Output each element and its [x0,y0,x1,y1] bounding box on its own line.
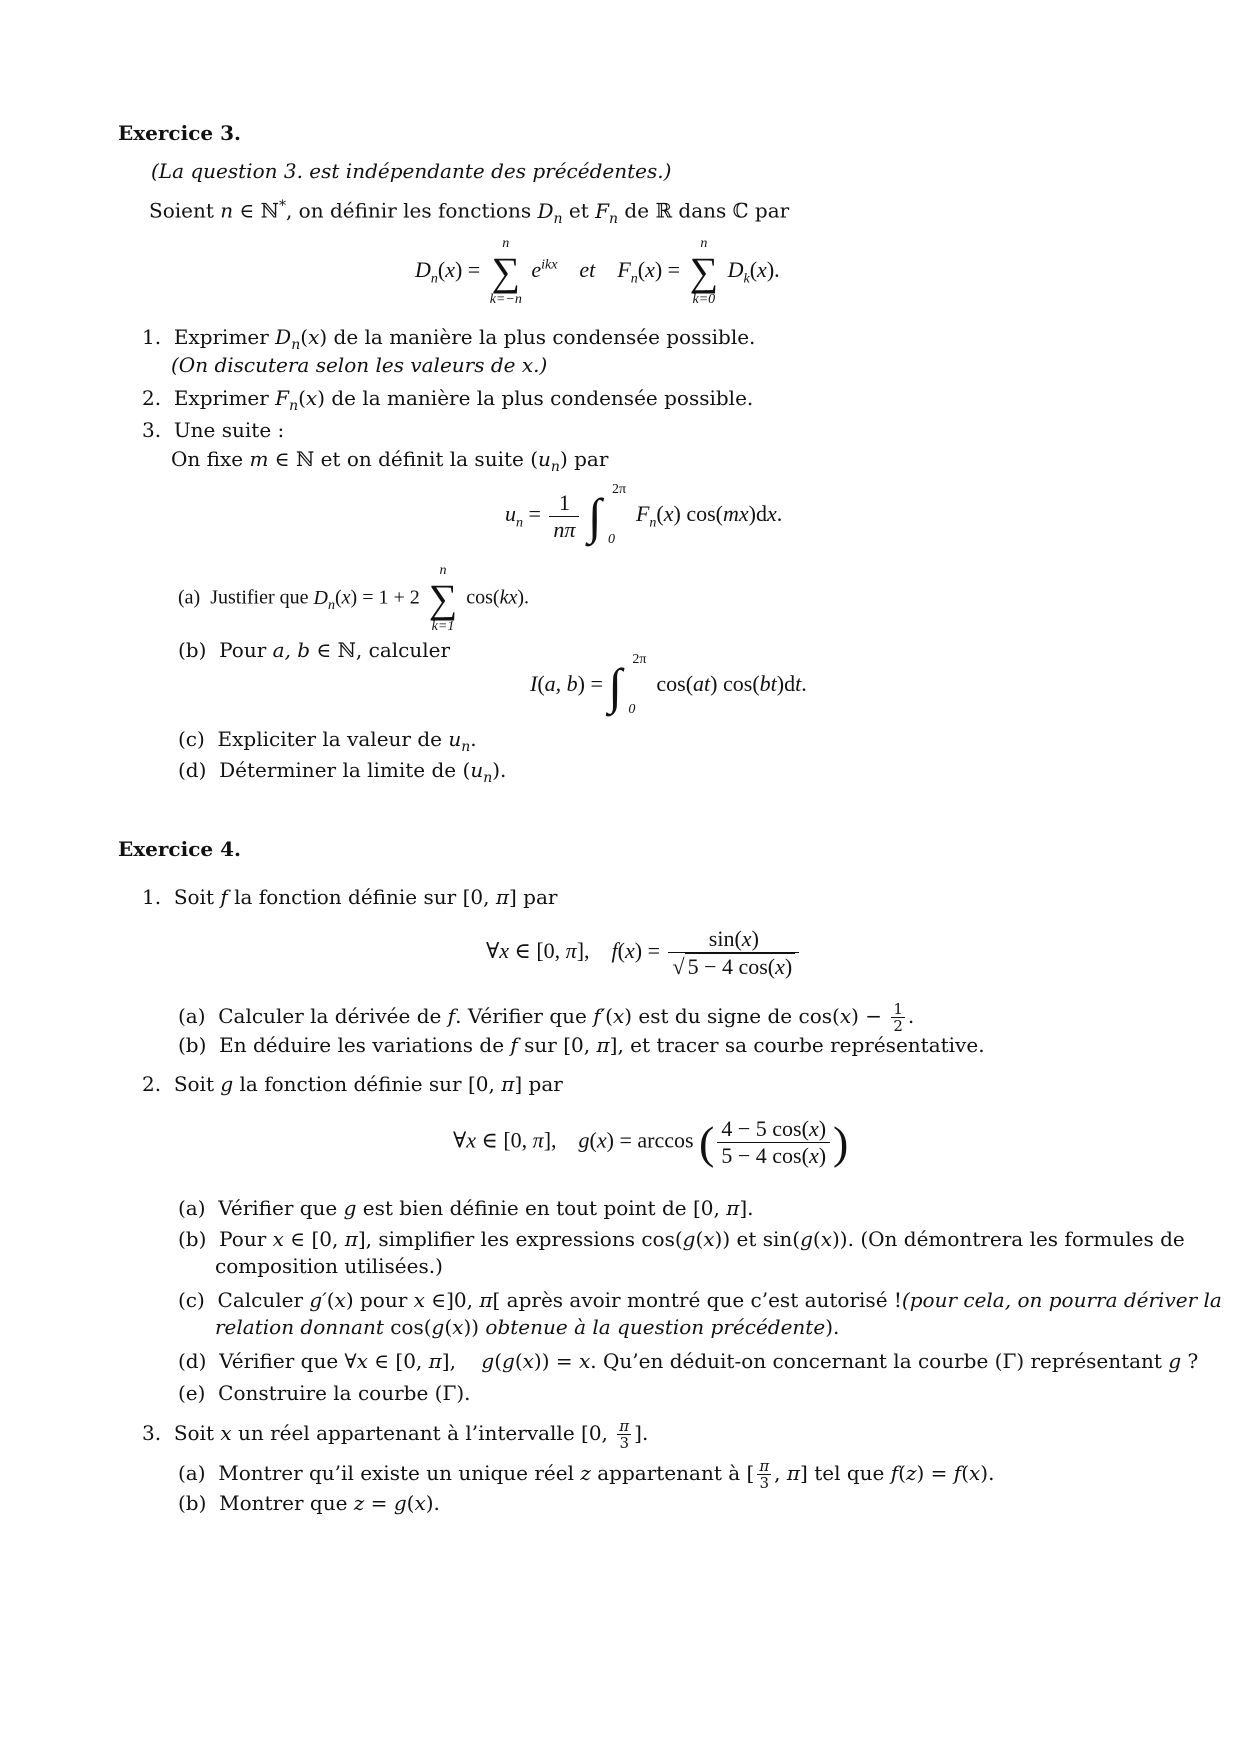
sum-symbol: n ∑ k=−n [489,236,522,307]
integral-symbol: ∫ 2π 0 [608,652,647,717]
ex4-question-2e: (e) Construire la courbe (Γ). [178,1381,471,1405]
ex3-question-1: 1. Exprimer $D_n(x)$ de la manière la plus condensée possible. [142,325,756,353]
fraction: $\frac{4 - 5 \cos(x)}{5 - 4 \cos(x)}$ [717,1116,830,1169]
ex3-question-3d: (d) Déterminer la limite de $(u_n)$. [178,758,507,786]
integral-symbol: ∫ 2π 0 [587,482,627,547]
fraction: $\frac{\pi}{3}$ [759,1457,770,1492]
ex4-question-1b: (b) En déduire les variations de f sur [0, π], et tracer sa courbe représentative. [178,1033,985,1057]
ex4-question-1a: (a) Calculer la dérivée de f. Vérifier que f′(x) est du signe de cos(x) − $\frac{1}{2}$ . [178,1000,915,1035]
ex3-question-2: 2. Exprimer $F_n(x)$ de la manière la plus condensée possible. [142,386,754,414]
equation-dn-fn: $D_n(x)$ = n ∑ k=−n $e^{ikx}$ et $F_n(x)$ = n ∑ k=0 $D_k(x)$. [415,236,780,307]
ex4-question-2b-cont: composition utilisées.) [215,1254,443,1278]
ex3-question-1-note: (On discutera selon les valeurs de x.) [171,353,548,377]
ex4-question-2b: (b) Pour x ∈ [0, π], simplifier les expressions cos(g(x)) et sin(g(x)). (On démontrera les formules de [178,1227,1185,1251]
equation-g: ∀x ∈ [0, π], g(x) = arccos ( $\frac{4 - 5 \cos(x)}{5 - 4 \cos(x)}$ ) [453,1116,849,1168]
ex4-question-2c-cont: relation donnant cos(g(x)) obtenue à la question précédente). [215,1315,840,1339]
ex4-question-3: 3. Soit x un réel appartenant à l’intervalle [0, $\frac{\pi}{3}$ ]. [142,1417,649,1452]
ex4-question-2c: (c) Calculer g′(x) pour x ∈]0, π[ après avoir montré que c’est autorisé !(pour cela, on pourra dériver la [178,1288,1222,1312]
sum-symbol: n ∑ k=0 [689,236,719,307]
exercise-3-note: (La question 3. est indépendante des précédentes.) [151,159,672,183]
fraction: $\frac{\pi}{3}$ [619,1417,630,1452]
ex4-question-3a: (a) Montrer qu’il existe un unique réel z appartenant à [ $\frac{\pi}{3}$ , π] tel que f(z) = f(x). [178,1457,995,1492]
ex3-question-3-fix: On fixe m ∈ ℕ et on définit la suite $(u_n)$ par [171,447,609,475]
equation-f: ∀x ∈ [0, π], f(x) = $\frac{\sin(x)}{√ 5 - 4 \cos(x)}$ [486,926,802,980]
fraction: $\frac{1}{n\pi}$ [549,490,579,543]
exercise-3-intro: Soient n ∈ ℕ*, on définir les fonctions $D_n$ et $F_n$ de ℝ dans ℂ par [149,198,790,227]
exercise-3-title: Exercice 3. [118,121,241,145]
ex3-question-3c: (c) Expliciter la valeur de $u_n$. [178,727,477,755]
ex3-question-3: 3. Une suite : [142,418,285,442]
ex4-question-2d: (d) Vérifier que ∀x ∈ [0, π], g(g(x)) = x. Qu’en déduit-on concernant la courbe (Γ) représentant g ? [178,1349,1199,1373]
fraction: $\frac{1}{2}$ [893,1000,903,1035]
ex4-question-3b: (b) Montrer que z = g(x). [178,1491,440,1515]
ex3-question-3a: (a) Justifier que $D_n(x) = 1 + 2$ n ∑ k=1 cos(kx). [178,563,530,634]
exercise-4-title: Exercice 4. [118,837,241,861]
ex4-question-2: 2. Soit g la fonction définie sur [0, π] par [142,1072,563,1096]
ex3-question-3b: (b) Pour a, b ∈ ℕ, calculer [178,638,451,662]
equation-un: $u_n$ = $\frac{1}{n\pi}$ ∫ 2π 0 $F_n(x)$ cos(mx)dx. [505,482,783,547]
equation-iab: I(a, b) = ∫ 2π 0 cos(at) cos(bt)dt. [530,652,807,717]
ex4-question-1: 1. Soit f la fonction définie sur [0, π] par [142,885,558,909]
fraction: $\frac{\sin(x)}{√ 5 - 4 \cos(x)}$ [668,926,799,980]
sum-symbol: n ∑ k=1 [428,563,458,634]
ex4-question-2a: (a) Vérifier que g est bien définie en tout point de [0, π]. [178,1196,754,1220]
